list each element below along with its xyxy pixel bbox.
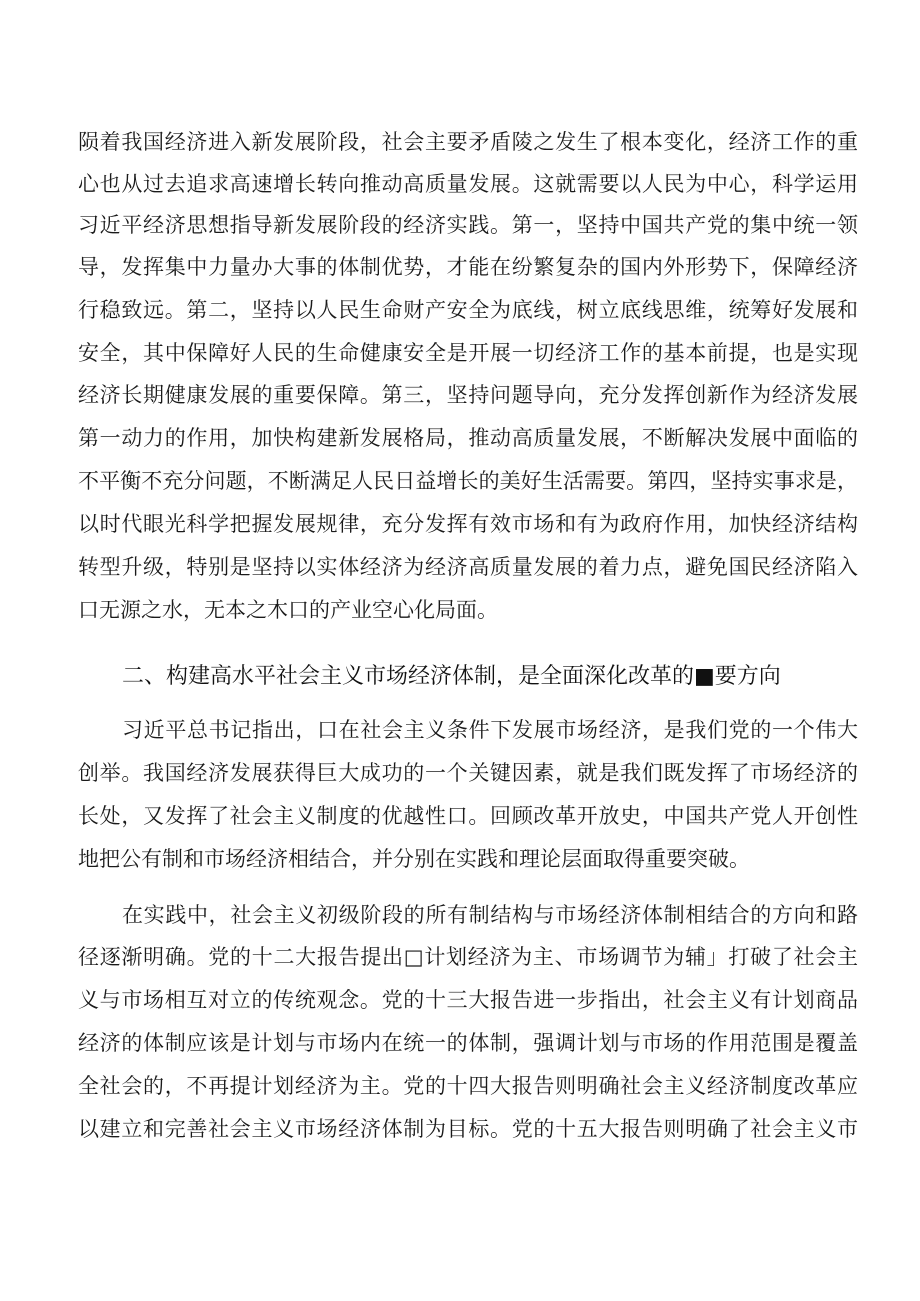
text-line: 行稳致远。第二，坚持以人民生命财产安全为底线，树立底线思维，统筹好发展和 [78,298,858,322]
text-line: 转型升级，特别是坚持以实体经济为经济高质量发展的着力点，避免国民经济陷入 [78,555,858,579]
text-line: 习近平经济思想指导新发展阶段的经济实践。第一，坚持中国共产党的集中统一领 [78,213,858,237]
text-line: 经济的体制应该是计划与市场内在统一的体制，强调计划与市场的作用范围是覆盖 [78,1031,858,1055]
text-line: 口无源之水，无本之木口的产业空心化局面。 [78,598,498,622]
text-line: 以建立和完善社会主义市场经济体制为目标。党的十五大报告则明确了社会主义市 [78,1117,858,1141]
text-line: 安全，其中保障好人民的生命健康安全是开展一切经济工作的基本前提，也是实现 [78,341,858,365]
text-line: 在实践中，社会主义初级阶段的所有制结构与市场经济体制相结合的方向和路 [122,903,858,927]
text-line: 径逐渐明确。党的十二大报告提出□计划经济为主、市场调节为辅」打破了社会主 [78,945,858,969]
section-heading: 二、构建高水平社会主义市场经济体制，是全面深化改革的■要方向 [122,664,781,689]
text-line: 心也从过去追求高速增长转向推动高质量发展。这就需要以人民为中心，科学运用 [78,172,858,196]
text-line: 习近平总书记指出，口在社会主义条件下发展市场经济，是我们党的一个伟大 [122,718,858,742]
text-line: 义与市场相互对立的传统观念。党的十三大报告进一步指出，社会主义有计划商品 [78,988,858,1012]
text-line: 地把公有制和市场经济相结合，并分别在实践和理论层面取得重要突破。 [78,847,750,871]
text-line: 长处，又发挥了社会主义制度的优越性口。回顾改革开放史，中国共产党人开创性 [78,804,858,828]
text-line: 全社会的，不再提计划经济为主。党的十四大报告则明确社会主义经济制度改革应 [78,1074,858,1098]
text-line: 以时代眼光科学把握发展规律，充分发挥有效市场和有为政府作用，加快经济结构 [78,512,858,536]
text-line: 经济长期健康发展的重要保障。第三，坚持问题导向，充分发挥创新作为经济发展 [78,383,858,407]
text-line: 不平衡不充分问题，不断满足人民日益增长的美好生活需要。第四，坚持实事求是， [78,469,858,493]
text-line: 第一动力的作用，加快构建新发展格局，推动高质量发展，不断解决发展中面临的 [78,426,858,450]
text-line: 创举。我国经济发展获得巨大成功的一个关键因素，就是我们既发挥了市场经济的 [78,761,858,785]
text-line: 陨着我国经济进入新发展阶段，社会主要矛盾陵之发生了根本变化，经济工作的重 [78,130,858,154]
text-line: 导，发挥集中力量办大事的体制优势，才能在纷繁复杂的国内外形势下，保障经济 [78,255,858,279]
